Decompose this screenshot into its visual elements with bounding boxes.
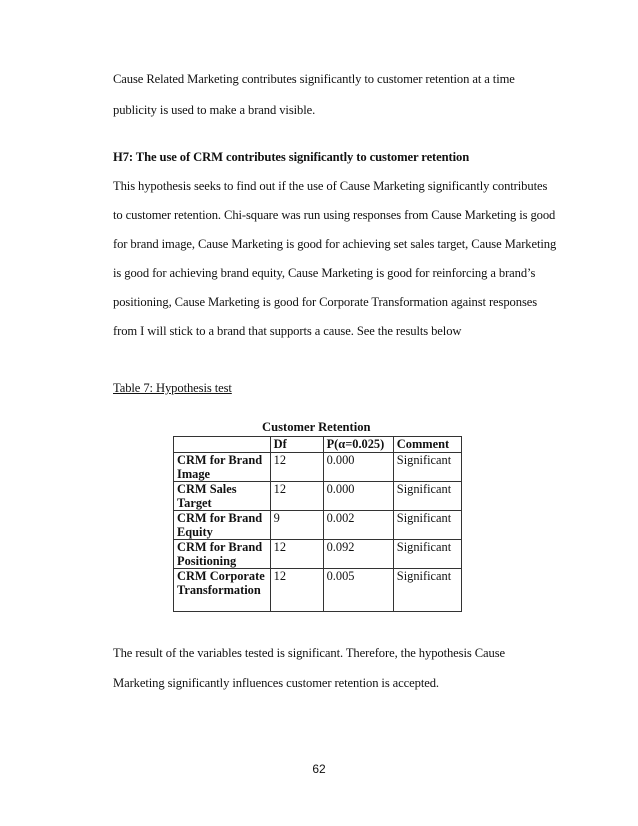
paragraph-line: Cause Related Marketing contributes significantly to customer retention at a time [113,72,515,86]
page-number: 62 [312,762,326,776]
paragraph-line: from I will stick to a brand that supports a cause. See the results below [113,324,462,338]
paragraph-line: for brand image, Cause Marketing is good for achieving set sales target, Cause Marketing [113,237,557,251]
table-row [174,511,462,540]
comment-cell: Significant [393,540,461,569]
table-header-cell: Df [270,437,323,453]
paragraph-line: The result of the variables tested is significant. Therefore, the hypothesis Cause [113,646,506,660]
paragraph-line: is good for achieving brand equity, Cause Marketing is good for reinforcing a brand’s [113,266,536,280]
df-cell: 12 [270,453,323,482]
df-cell: 12 [270,540,323,569]
comment-cell: Significant [393,482,461,511]
table-header-cell [174,437,271,453]
hypothesis-heading: H7: The use of CRM contributes significantly to customer retention [113,150,470,164]
table-header-cell: P(α=0.025) [323,437,393,453]
table-row [174,540,462,569]
p-value-cell: 0.002 [323,511,393,540]
df-cell: 12 [270,482,323,511]
comment-cell: Significant [393,453,461,482]
table-header-cell: Comment [393,437,461,453]
hypothesis-table [173,436,462,612]
table-header-row [174,437,462,453]
table-caption: Table 7: Hypothesis test [113,381,232,395]
paragraph-line: to customer retention. Chi-square was run using responses from Cause Marketing is good [113,208,556,222]
df-cell: 9 [270,511,323,540]
p-value-cell: 0.000 [323,482,393,511]
p-value-cell: 0.092 [323,540,393,569]
row-label: CRM for Brand Positioning [174,540,271,569]
comment-cell: Significant [393,569,461,612]
row-label: CRM for Brand Equity [174,511,271,540]
table-row [174,569,462,612]
comment-cell: Significant [393,511,461,540]
row-label: CRM for Brand Image [174,453,271,482]
df-cell: 12 [270,569,323,612]
paragraph-line: Marketing significantly influences customer retention is accepted. [113,676,439,690]
paragraph-line: positioning, Cause Marketing is good for Corporate Transformation against responses [113,295,538,309]
p-value-cell: 0.000 [323,453,393,482]
table-title: Customer Retention [262,420,371,434]
row-label: CRM Sales Target [174,482,271,511]
paragraph-line: This hypothesis seeks to find out if the use of Cause Marketing significantly contributes [113,179,548,193]
table-row [174,453,462,482]
paragraph-line: publicity is used to make a brand visible. [113,103,316,117]
table-row [174,482,462,511]
row-label: CRM Corporate Transformation [174,569,271,612]
p-value-cell: 0.005 [323,569,393,612]
